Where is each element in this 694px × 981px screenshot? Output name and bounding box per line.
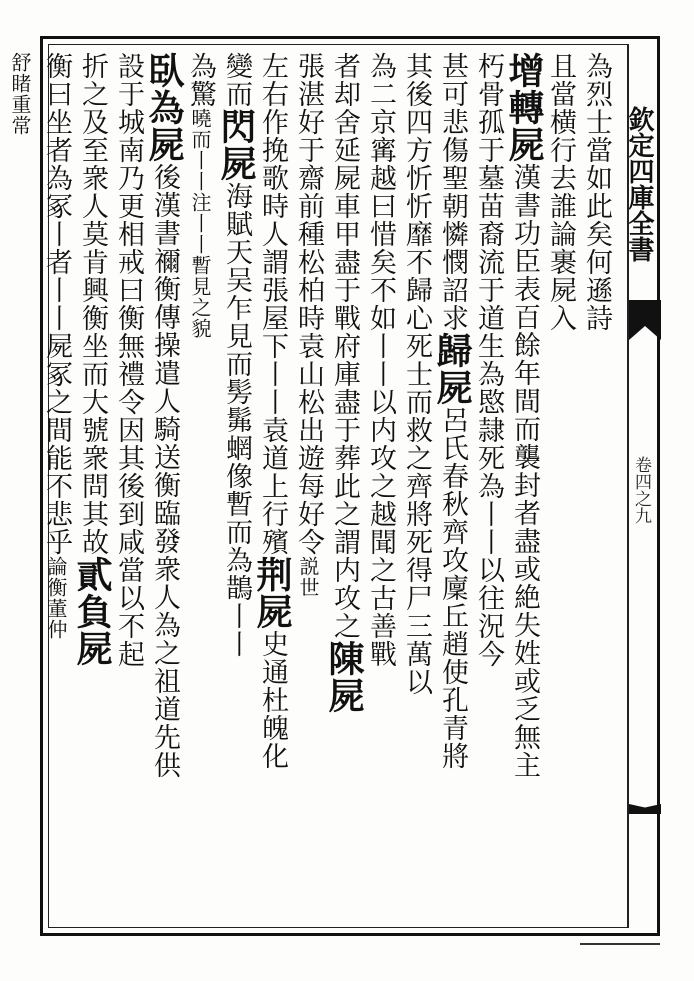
juan-label: 卷四之九 [631, 456, 651, 524]
body-text: 為烈士當如此矣何遜詩 [581, 52, 612, 332]
text-column [110, 52, 146, 922]
body-text: 朽骨孤于墓苗裔流于道生為愍隷死為丨丨以往況今 [473, 52, 504, 668]
annotation-text: 説世 [296, 556, 320, 598]
body-text: 為二京寗越曰惜矣不如丨丨以内攻之越聞之古善戰 [365, 52, 396, 668]
headword: 閃 [215, 108, 257, 145]
center-gutter [624, 44, 660, 928]
headword: 屍 [431, 369, 473, 406]
body-text: 者却舍延屍車甲盡于戰府庫盡于葬此之謂内攻之 [329, 52, 360, 640]
body-text: 史通杜魄化 [257, 630, 288, 770]
headword: 屍 [143, 126, 185, 163]
series-title: 欽定四庫全書 [624, 106, 654, 262]
body-text: 變而 [221, 52, 252, 108]
body-text: 衡曰坐者為冢丨者丨丨屍冢之間能不悲乎 [41, 52, 72, 556]
fish-tail-mark-icon [629, 300, 661, 340]
body-text: 為驚 [185, 52, 216, 108]
fish-tail-bottom-mark-icon [629, 804, 661, 814]
text-column [578, 52, 614, 922]
headword: 屍 [503, 126, 545, 163]
text-column [38, 52, 74, 922]
headword: 轉 [503, 89, 545, 126]
text-column [362, 52, 398, 922]
headword: 為 [143, 89, 185, 126]
body-text: 其後四方忻忻靡不歸心 [401, 52, 432, 332]
body-text: 張湛好于齋前種松柏時袁山松出遊每好令 [293, 52, 324, 556]
body-text: 甚可悲傷聖朝憐憫詔求 [437, 52, 468, 332]
text-column [431, 52, 473, 922]
headword: 臥 [143, 52, 185, 89]
text-column [542, 52, 578, 922]
headword: 屍 [215, 145, 257, 182]
text-column [182, 52, 218, 922]
text-body [8, 52, 614, 922]
body-text: 呂氏春秋齊攻廩丘趙使孔青將 [437, 406, 468, 770]
headword: 陳 [323, 640, 365, 677]
text-column [2, 52, 38, 922]
annotation-text: 舒睹重常 [8, 52, 32, 136]
body-text: 死士而救之齊將死得尸三萬以 [401, 332, 432, 696]
headword: 負 [71, 593, 113, 630]
headword: 貳 [71, 556, 113, 593]
headword: 增 [503, 52, 545, 89]
headword: 屍 [251, 593, 293, 630]
text-column [470, 52, 506, 922]
body-text: 海賦天吴乍見而髣髴蝄像暫 [221, 182, 252, 518]
body-text: 設于城南乃更相戒曰衡無禮令因其後到咸當以不起 [113, 52, 144, 668]
headword: 屍 [323, 677, 365, 714]
body-text: 漢書功臣表百餘年間而襲封者盡或絶失姓或乏無主 [509, 163, 540, 779]
headword: 歸 [431, 332, 473, 369]
body-text: 折之及至衆人莫肯興衡坐而大號衆問其故 [77, 52, 108, 556]
text-column [143, 52, 185, 922]
text-column [71, 52, 113, 922]
page-bottom-rule [580, 943, 660, 951]
body-text: 左右作挽歌時人謂張屋下丨丨袁道上行殯 [257, 52, 288, 556]
text-column [398, 52, 434, 922]
text-column [503, 52, 545, 922]
text-column [251, 52, 293, 922]
annotation-text: 曉而丨丨注丨丨暫見之貌 [188, 108, 212, 339]
headword: 荆 [251, 556, 293, 593]
body-text: 後漢書禰衡傳操遣人騎送衡臨發衆人為之祖道先供 [149, 163, 180, 779]
text-column [290, 52, 326, 922]
text-column [215, 52, 257, 922]
body-text: 且當横行去誰論裹屍入 [545, 52, 576, 332]
text-column [323, 52, 365, 922]
annotation-text: 論衡董仲 [44, 556, 68, 640]
body-text: 而為鵲丨丨 [221, 518, 252, 658]
headword: 屍 [71, 630, 113, 667]
